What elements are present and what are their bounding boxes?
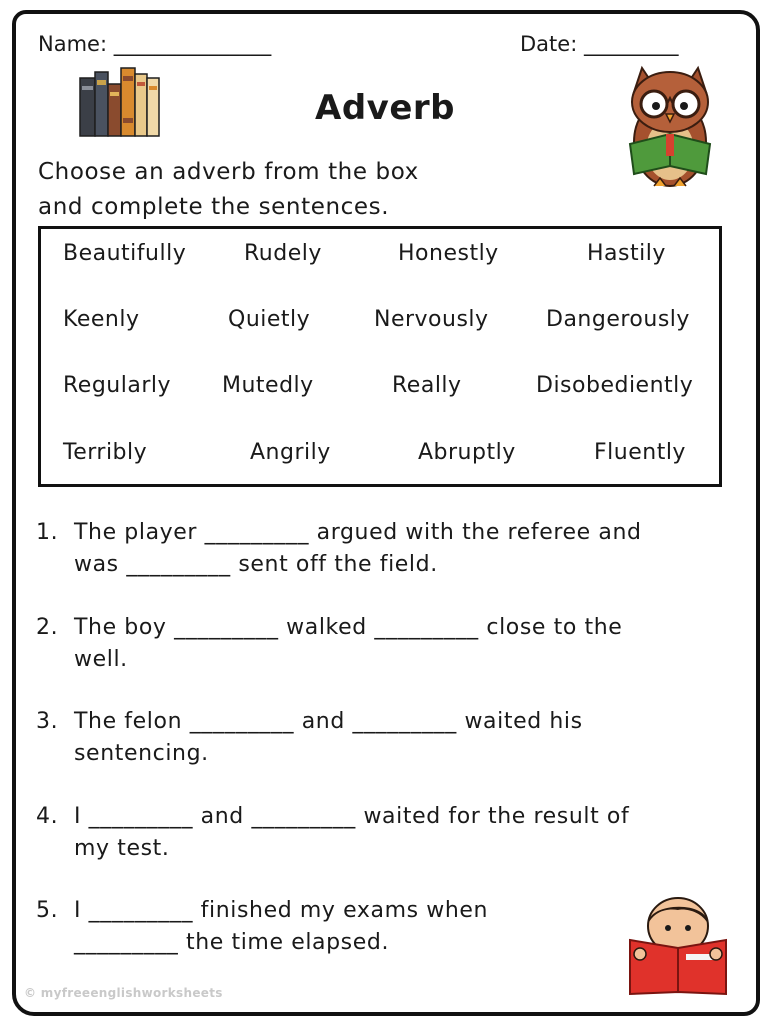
question-line: well. bbox=[74, 647, 128, 672]
word-bank-item: Abruptly bbox=[418, 440, 516, 465]
word-bank-item: Keenly bbox=[63, 307, 140, 332]
question-number: 5. bbox=[36, 898, 59, 923]
question-text[interactable] bbox=[74, 612, 704, 676]
question-number: 3. bbox=[36, 709, 59, 734]
page-title: Adverb bbox=[315, 88, 455, 128]
copyright-watermark: © myfreeenglishworksheets bbox=[24, 986, 223, 1000]
word-bank-item: Fluently bbox=[594, 440, 686, 465]
question-text[interactable] bbox=[74, 517, 704, 581]
word-bank-item: Mutedly bbox=[222, 373, 314, 398]
word-bank-item: Quietly bbox=[228, 307, 311, 332]
question-line: I _________ and _________ waited for the result of bbox=[74, 804, 630, 829]
word-bank-item: Terribly bbox=[63, 440, 148, 465]
question-line: I _________ finished my exams when bbox=[74, 898, 489, 923]
word-bank-box bbox=[38, 226, 722, 487]
question-number: 2. bbox=[36, 615, 59, 640]
instructions-line-2: and complete the sentences. bbox=[38, 194, 390, 220]
question-line: _________ the time elapsed. bbox=[74, 930, 390, 955]
word-bank-item: Disobediently bbox=[536, 373, 694, 398]
date-field[interactable]: Date: _________ bbox=[520, 32, 679, 56]
word-bank-item: Rudely bbox=[244, 241, 322, 266]
child-reading-illustration bbox=[626, 896, 730, 996]
question-line: The player _________ argued with the referee and bbox=[74, 520, 642, 545]
question-number: 4. bbox=[36, 804, 59, 829]
name-field[interactable]: Name: _______________ bbox=[38, 32, 272, 56]
question-line: sentencing. bbox=[74, 741, 209, 766]
owl-reading-illustration bbox=[620, 62, 720, 194]
question-text[interactable] bbox=[74, 801, 704, 865]
question-line: The boy _________ walked _________ close to the bbox=[74, 615, 623, 640]
question-text[interactable] bbox=[74, 706, 704, 770]
word-bank-item: Angrily bbox=[250, 440, 331, 465]
instructions bbox=[38, 155, 508, 225]
word-bank-item: Nervously bbox=[374, 307, 489, 332]
word-bank-item: Honestly bbox=[398, 241, 499, 266]
word-bank-item: Regularly bbox=[63, 373, 172, 398]
instructions-line-1: Choose an adverb from the box bbox=[38, 159, 419, 185]
word-bank-item: Really bbox=[392, 373, 462, 398]
word-bank-item: Dangerously bbox=[546, 307, 690, 332]
word-bank-item: Hastily bbox=[587, 241, 666, 266]
question-text[interactable] bbox=[74, 895, 544, 959]
question-line: The felon _________ and _________ waited his bbox=[74, 709, 583, 734]
question-line: was _________ sent off the field. bbox=[74, 552, 438, 577]
question-number: 1. bbox=[36, 520, 59, 545]
word-bank-item: Beautifully bbox=[63, 241, 187, 266]
question-line: my test. bbox=[74, 836, 170, 861]
